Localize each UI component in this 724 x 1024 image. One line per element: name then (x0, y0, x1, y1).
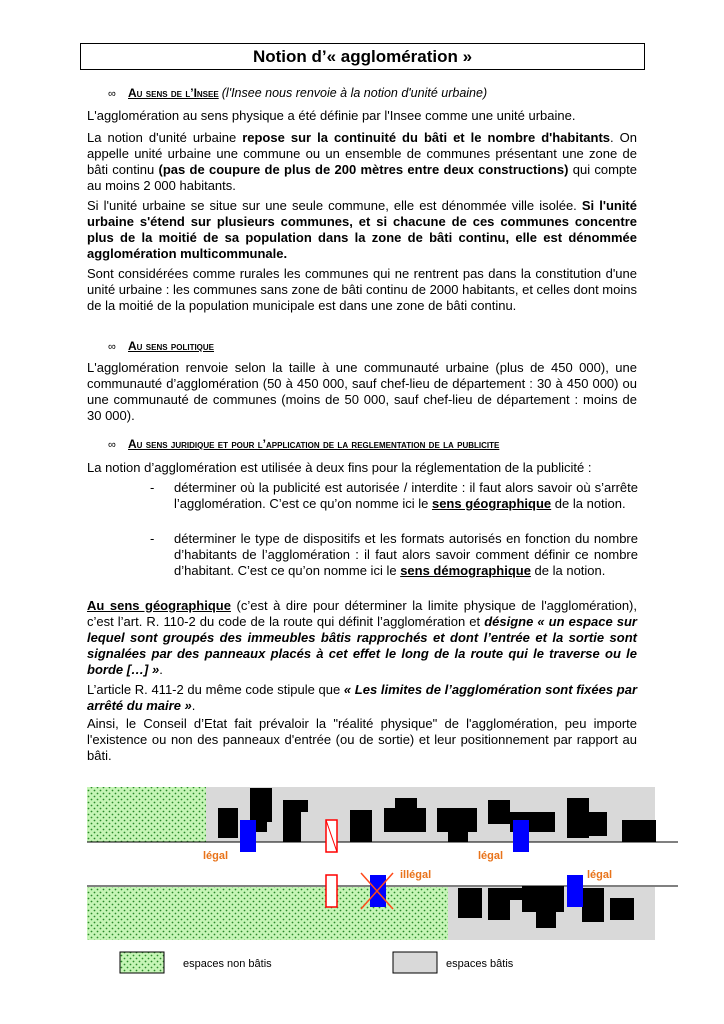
entry-sign-legal (240, 820, 256, 852)
infinity-bullet-icon: ∞ (108, 341, 116, 353)
label-legal: légal (587, 869, 613, 881)
section-subtitle: (l'Insee nous renvoie à la notion d'unité urbaine) (221, 86, 488, 100)
paragraph: Ainsi, le Conseil d’Etat fait prévaloir la "réalité physique" de l'agglomération, peu importe l'existence ou non des panneaux d'entrée (ou de sortie) et leur positionnement par rapport au bâti. (87, 716, 637, 763)
paragraph: Sont considérées comme rurales les communes qui ne rentrent pas dans la constitution d'une unité urbaine : les communes sans zone de bâti continu de 2000 habitants, et celles dont moins de la moitié de la population municipale est dans une zone de bâti continu. (87, 266, 637, 313)
paragraph: Au sens géographique (c’est à dire pour déterminer la limite physique de l'agglomération), c’est l’art. R. 110-2 du code de la route qui définit l’agglomération et désigne « un espace sur lequel sont groupés des immeubles bâtis rapprochés et dont l’entrée et la sortie sont signalées par des panneaux placés à cet effet le long de la route qui le traverse ou le borde […] ». (87, 598, 637, 677)
exit-sign-legal (567, 875, 583, 907)
paragraph: La notion d'unité urbaine repose sur la continuité du bâti et le nombre d'habitants. On appelle unité urbaine une commune ou un ensemble de communes présentant une zone de bâti continu (pas de coupure de plus de 200 mètres entre deux constructions) qui compte au moins 2 000 habitants. (87, 130, 638, 193)
unbuilt-area (87, 887, 448, 940)
label-legal: légal (478, 850, 504, 862)
section-title: Au sens juridique et pour l’application de la reglementation de la publicite (128, 437, 500, 451)
paragraph: L'agglomération au sens physique a été définie par l'Insee comme une unité urbaine. (87, 108, 576, 123)
legend-label-built: espaces bâtis (446, 958, 514, 970)
infinity-bullet-icon: ∞ (108, 439, 116, 451)
paragraph: L'agglomération renvoie selon la taille à une communauté urbaine (plus de 450 000), une communauté d’agglomération (50 à 450 000, sauf chef-lieu de département : 30 à 450 000) ou une communauté de communes (moins de 50 000, sauf chef-lieu de département : moins de 30 000). (87, 360, 637, 423)
exit-sign-legal (513, 820, 529, 852)
infinity-bullet-icon: ∞ (108, 88, 116, 100)
label-illegal: illégal (400, 869, 432, 881)
page-title: Notion d’« agglomération » (80, 43, 645, 70)
entry-sign-outline (326, 875, 337, 907)
section-title: Au sens de l’Insee (128, 86, 219, 100)
paragraph: La notion d’agglomération est utilisée à deux fins pour la réglementation de la publicité : (87, 460, 592, 475)
label-legal: légal (203, 850, 229, 862)
legend-label-unbuilt: espaces non bâtis (183, 958, 272, 970)
list-item: - déterminer le type de dispositifs et les formats autorisés en fonction du nombre d’habitants de l’agglomération : il faut alors savoir comment définir ce nombre d’habitant. C’est ce qu’on nomme ici le sens démographique de la notion. (150, 531, 638, 578)
section-title: Au sens politique (128, 339, 215, 353)
unbuilt-area (87, 787, 206, 842)
legend-swatch-unbuilt (120, 952, 164, 973)
paragraph: L’article R. 411-2 du même code stipule que « Les limites de l’agglomération sont fixées par arrêté du maire ». (87, 682, 637, 713)
paragraph: Si l'unité urbaine se situe sur une seule commune, elle est dénommée ville isolée. Si l'unité urbaine s'étend sur plusieurs communes, et si chacune de ces communes concentre plus de la moitié de sa population dans la zone de bâti continu, elle est dénommée agglomération multicommunale. (87, 198, 637, 261)
legend-swatch-built (393, 952, 437, 973)
list-item: - déterminer où la publicité est autorisée / interdite : il faut alors savoir où s’arrête l’agglomération. C’est ce qu’on nomme ici le sens géographique de la notion. (150, 480, 638, 511)
